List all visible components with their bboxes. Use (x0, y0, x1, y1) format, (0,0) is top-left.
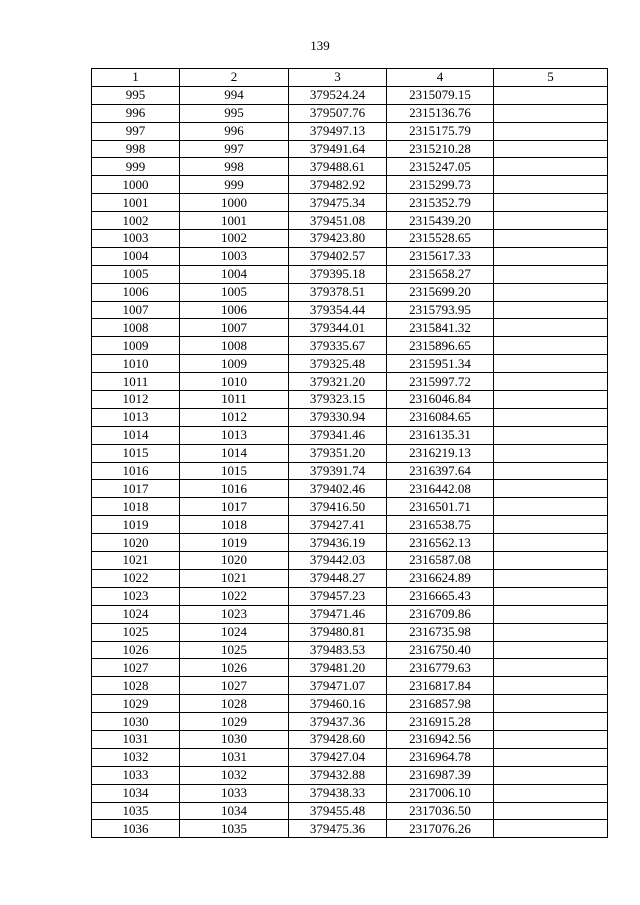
table-cell (494, 265, 608, 283)
table-cell: 1022 (92, 569, 180, 587)
table-cell: 379491.64 (289, 140, 387, 158)
table-cell: 1028 (92, 677, 180, 695)
table-cell (494, 498, 608, 516)
table-cell: 997 (180, 140, 289, 158)
table-cell: 1001 (180, 212, 289, 230)
table-cell (494, 552, 608, 570)
table-cell (494, 194, 608, 212)
table-cell: 2315896.65 (387, 337, 494, 355)
table-cell (494, 373, 608, 391)
table-row (92, 552, 608, 570)
table-cell: 1017 (180, 498, 289, 516)
table-cell: 379391.74 (289, 462, 387, 480)
table-row (92, 319, 608, 337)
table-cell: 1013 (92, 408, 180, 426)
table-cell: 379330.94 (289, 408, 387, 426)
table-row (92, 408, 608, 426)
table-cell (494, 695, 608, 713)
table-row (92, 373, 608, 391)
table-cell: 1024 (180, 623, 289, 641)
table-cell: 379354.44 (289, 301, 387, 319)
table-cell: 379438.33 (289, 784, 387, 802)
table-cell: 1004 (92, 247, 180, 265)
table-cell: 379395.18 (289, 265, 387, 283)
table-cell: 379351.20 (289, 444, 387, 462)
table-cell (494, 659, 608, 677)
table-cell: 1036 (92, 820, 180, 838)
table-cell: 2315136.76 (387, 104, 494, 122)
table-row (92, 659, 608, 677)
table-cell (494, 802, 608, 820)
table-row (92, 212, 608, 230)
table-cell: 379442.03 (289, 552, 387, 570)
table-cell: 379471.07 (289, 677, 387, 695)
table-cell: 998 (180, 158, 289, 176)
table-cell: 1000 (92, 176, 180, 194)
table-cell (494, 426, 608, 444)
table-row (92, 498, 608, 516)
table-cell: 2315841.32 (387, 319, 494, 337)
table-cell: 2315299.73 (387, 176, 494, 194)
table-cell (494, 104, 608, 122)
table-cell: 1012 (92, 391, 180, 409)
table-cell: 1021 (92, 552, 180, 570)
table-row (92, 283, 608, 301)
table-row (92, 480, 608, 498)
table-cell: 1003 (92, 230, 180, 248)
table-row (92, 677, 608, 695)
table-cell: 2315439.20 (387, 212, 494, 230)
table-cell: 2315997.72 (387, 373, 494, 391)
table-cell (494, 641, 608, 659)
table-row (92, 623, 608, 641)
table-cell (494, 122, 608, 140)
table-cell: 1019 (92, 516, 180, 534)
table-cell: 2316817.84 (387, 677, 494, 695)
table-cell (494, 247, 608, 265)
table-cell: 2316915.28 (387, 713, 494, 731)
table-cell (494, 516, 608, 534)
table-cell: 379448.27 (289, 569, 387, 587)
table-body (92, 86, 608, 837)
table-cell (494, 283, 608, 301)
table-cell: 1034 (180, 802, 289, 820)
table-cell: 379475.36 (289, 820, 387, 838)
table-cell: 379455.48 (289, 802, 387, 820)
table-cell: 379423.80 (289, 230, 387, 248)
table-cell: 2315352.79 (387, 194, 494, 212)
table-cell: 1030 (180, 730, 289, 748)
table-cell: 2316135.31 (387, 426, 494, 444)
table-cell: 1020 (180, 552, 289, 570)
table-cell: 997 (92, 122, 180, 140)
table-cell: 994 (180, 86, 289, 104)
table-cell: 2316779.63 (387, 659, 494, 677)
table-cell: 1022 (180, 587, 289, 605)
table-cell (494, 86, 608, 104)
table-row (92, 605, 608, 623)
table-cell: 1035 (180, 820, 289, 838)
table-cell: 1026 (180, 659, 289, 677)
table-cell: 2316587.08 (387, 552, 494, 570)
table-cell: 1035 (92, 802, 180, 820)
table-cell: 379432.88 (289, 766, 387, 784)
table-cell: 995 (180, 104, 289, 122)
table-cell (494, 730, 608, 748)
table-cell: 1033 (92, 766, 180, 784)
table-cell: 1011 (180, 391, 289, 409)
table-cell: 379483.53 (289, 641, 387, 659)
table-cell: 1011 (92, 373, 180, 391)
table-cell: 379427.04 (289, 748, 387, 766)
table-cell: 379428.60 (289, 730, 387, 748)
table-cell (494, 766, 608, 784)
table-cell (494, 623, 608, 641)
table-cell: 379335.67 (289, 337, 387, 355)
table-cell: 2315528.65 (387, 230, 494, 248)
table-cell: 1023 (180, 605, 289, 623)
table-cell: 1029 (92, 695, 180, 713)
table-cell: 2317076.26 (387, 820, 494, 838)
table-cell: 1006 (92, 283, 180, 301)
table-cell: 1015 (92, 444, 180, 462)
table-cell: 2316046.84 (387, 391, 494, 409)
table-row (92, 784, 608, 802)
table-cell (494, 176, 608, 194)
table-cell: 2316501.71 (387, 498, 494, 516)
table-cell: 379481.20 (289, 659, 387, 677)
table-cell: 2315175.79 (387, 122, 494, 140)
table-cell: 379436.19 (289, 534, 387, 552)
table-cell: 996 (92, 104, 180, 122)
column-header: 1 (92, 69, 180, 87)
table-row (92, 462, 608, 480)
table-cell: 2316084.65 (387, 408, 494, 426)
table-cell (494, 480, 608, 498)
table-cell: 1001 (92, 194, 180, 212)
table-cell: 1021 (180, 569, 289, 587)
table-row (92, 86, 608, 104)
table-cell (494, 605, 608, 623)
table-row (92, 713, 608, 731)
table-cell: 2315793.95 (387, 301, 494, 319)
table-cell: 379402.46 (289, 480, 387, 498)
table-cell: 2315079.15 (387, 86, 494, 104)
table-cell: 2315658.27 (387, 265, 494, 283)
table-cell: 1000 (180, 194, 289, 212)
table-cell: 379451.08 (289, 212, 387, 230)
table-cell: 1016 (92, 462, 180, 480)
table-cell: 379524.24 (289, 86, 387, 104)
table-cell (494, 569, 608, 587)
table-header-row (92, 69, 608, 87)
table-cell: 1020 (92, 534, 180, 552)
table-row (92, 569, 608, 587)
table-row (92, 534, 608, 552)
table-cell: 1025 (180, 641, 289, 659)
table-row (92, 247, 608, 265)
table-cell: 1009 (92, 337, 180, 355)
table-cell: 2316562.13 (387, 534, 494, 552)
table-cell: 2316624.89 (387, 569, 494, 587)
table-row (92, 337, 608, 355)
table-cell: 1008 (92, 319, 180, 337)
table-cell (494, 784, 608, 802)
table-cell: 1031 (180, 748, 289, 766)
table-cell: 998 (92, 140, 180, 158)
table-cell: 2316538.75 (387, 516, 494, 534)
table-cell: 2317006.10 (387, 784, 494, 802)
table-row (92, 426, 608, 444)
table-cell: 379437.36 (289, 713, 387, 731)
table-cell (494, 677, 608, 695)
table-cell: 2315210.28 (387, 140, 494, 158)
table-cell: 2316219.13 (387, 444, 494, 462)
table-cell: 2316665.43 (387, 587, 494, 605)
table-row (92, 444, 608, 462)
table-row (92, 391, 608, 409)
table-row (92, 140, 608, 158)
table-cell (494, 319, 608, 337)
coordinates-table (91, 68, 608, 838)
table-cell: 1032 (180, 766, 289, 784)
table-cell: 379402.57 (289, 247, 387, 265)
table-cell: 1025 (92, 623, 180, 641)
table-cell: 379497.13 (289, 122, 387, 140)
table-cell (494, 301, 608, 319)
table-cell: 2316735.98 (387, 623, 494, 641)
table-row (92, 355, 608, 373)
table-cell: 379427.41 (289, 516, 387, 534)
table-row (92, 820, 608, 838)
column-header: 5 (494, 69, 608, 87)
table-cell: 379507.76 (289, 104, 387, 122)
table-cell: 379378.51 (289, 283, 387, 301)
table-cell: 1004 (180, 265, 289, 283)
table-cell: 1029 (180, 713, 289, 731)
table-row (92, 158, 608, 176)
table-cell: 2316964.78 (387, 748, 494, 766)
table-cell (494, 408, 608, 426)
table-cell: 1027 (180, 677, 289, 695)
table-cell: 2316397.64 (387, 462, 494, 480)
table-cell (494, 355, 608, 373)
table-cell: 1033 (180, 784, 289, 802)
table-cell: 1003 (180, 247, 289, 265)
table-cell: 2315247.05 (387, 158, 494, 176)
table-cell: 1031 (92, 730, 180, 748)
table-cell: 1018 (92, 498, 180, 516)
page-number: 139 (310, 38, 330, 53)
table-cell: 1014 (180, 444, 289, 462)
table-cell: 1006 (180, 301, 289, 319)
table-row (92, 730, 608, 748)
table-cell: 1023 (92, 587, 180, 605)
table-row (92, 104, 608, 122)
table-cell: 1024 (92, 605, 180, 623)
table-cell (494, 534, 608, 552)
table-cell: 1019 (180, 534, 289, 552)
table-row (92, 230, 608, 248)
table-cell: 379416.50 (289, 498, 387, 516)
table-cell: 1028 (180, 695, 289, 713)
table-row (92, 802, 608, 820)
table-cell: 1018 (180, 516, 289, 534)
table-cell: 1012 (180, 408, 289, 426)
table-cell: 999 (180, 176, 289, 194)
table-cell: 1002 (92, 212, 180, 230)
table-cell: 379482.92 (289, 176, 387, 194)
table-cell: 2315699.20 (387, 283, 494, 301)
table-row (92, 122, 608, 140)
table-cell: 1009 (180, 355, 289, 373)
table-cell: 1005 (92, 265, 180, 283)
table-cell: 2316709.86 (387, 605, 494, 623)
table-cell (494, 140, 608, 158)
table-cell: 2317036.50 (387, 802, 494, 820)
table-cell: 2316987.39 (387, 766, 494, 784)
table-row (92, 194, 608, 212)
table-cell: 2316750.40 (387, 641, 494, 659)
table-cell: 379488.61 (289, 158, 387, 176)
table-cell: 1005 (180, 283, 289, 301)
table-cell: 1002 (180, 230, 289, 248)
table-cell: 379471.46 (289, 605, 387, 623)
table-cell: 1016 (180, 480, 289, 498)
table-row (92, 265, 608, 283)
table-cell (494, 230, 608, 248)
table-cell (494, 391, 608, 409)
table-row (92, 695, 608, 713)
table-cell: 1007 (92, 301, 180, 319)
table-cell: 1027 (92, 659, 180, 677)
table-cell: 1013 (180, 426, 289, 444)
table-cell (494, 444, 608, 462)
table-cell: 1010 (92, 355, 180, 373)
table-cell (494, 337, 608, 355)
table-cell: 379323.15 (289, 391, 387, 409)
column-header: 2 (180, 69, 289, 87)
table-cell: 996 (180, 122, 289, 140)
table-row (92, 766, 608, 784)
table-cell (494, 158, 608, 176)
table-cell (494, 820, 608, 838)
table-cell: 1008 (180, 337, 289, 355)
table-cell: 1032 (92, 748, 180, 766)
table-row (92, 301, 608, 319)
table-cell: 995 (92, 86, 180, 104)
table-cell: 379457.23 (289, 587, 387, 605)
table-cell: 379344.01 (289, 319, 387, 337)
table-cell: 999 (92, 158, 180, 176)
table-cell: 1017 (92, 480, 180, 498)
column-header: 3 (289, 69, 387, 87)
table-cell: 379321.20 (289, 373, 387, 391)
table-cell: 1007 (180, 319, 289, 337)
table-cell (494, 748, 608, 766)
table-cell: 1034 (92, 784, 180, 802)
table-cell: 1014 (92, 426, 180, 444)
table-cell: 1030 (92, 713, 180, 731)
table-cell: 2315617.33 (387, 247, 494, 265)
table-cell (494, 713, 608, 731)
table-cell: 2315951.34 (387, 355, 494, 373)
table-cell: 2316942.56 (387, 730, 494, 748)
table-row (92, 641, 608, 659)
table-cell (494, 462, 608, 480)
table-cell: 1026 (92, 641, 180, 659)
table-row (92, 587, 608, 605)
table-row (92, 516, 608, 534)
table-cell: 379460.16 (289, 695, 387, 713)
table-cell: 2316442.08 (387, 480, 494, 498)
table-row (92, 176, 608, 194)
column-header: 4 (387, 69, 494, 87)
table-cell: 379341.46 (289, 426, 387, 444)
table-cell: 1010 (180, 373, 289, 391)
table-cell: 379475.34 (289, 194, 387, 212)
table-cell: 379325.48 (289, 355, 387, 373)
table-cell (494, 587, 608, 605)
table-cell (494, 212, 608, 230)
table-cell: 379480.81 (289, 623, 387, 641)
table-row (92, 748, 608, 766)
table-cell: 1015 (180, 462, 289, 480)
table-cell: 2316857.98 (387, 695, 494, 713)
